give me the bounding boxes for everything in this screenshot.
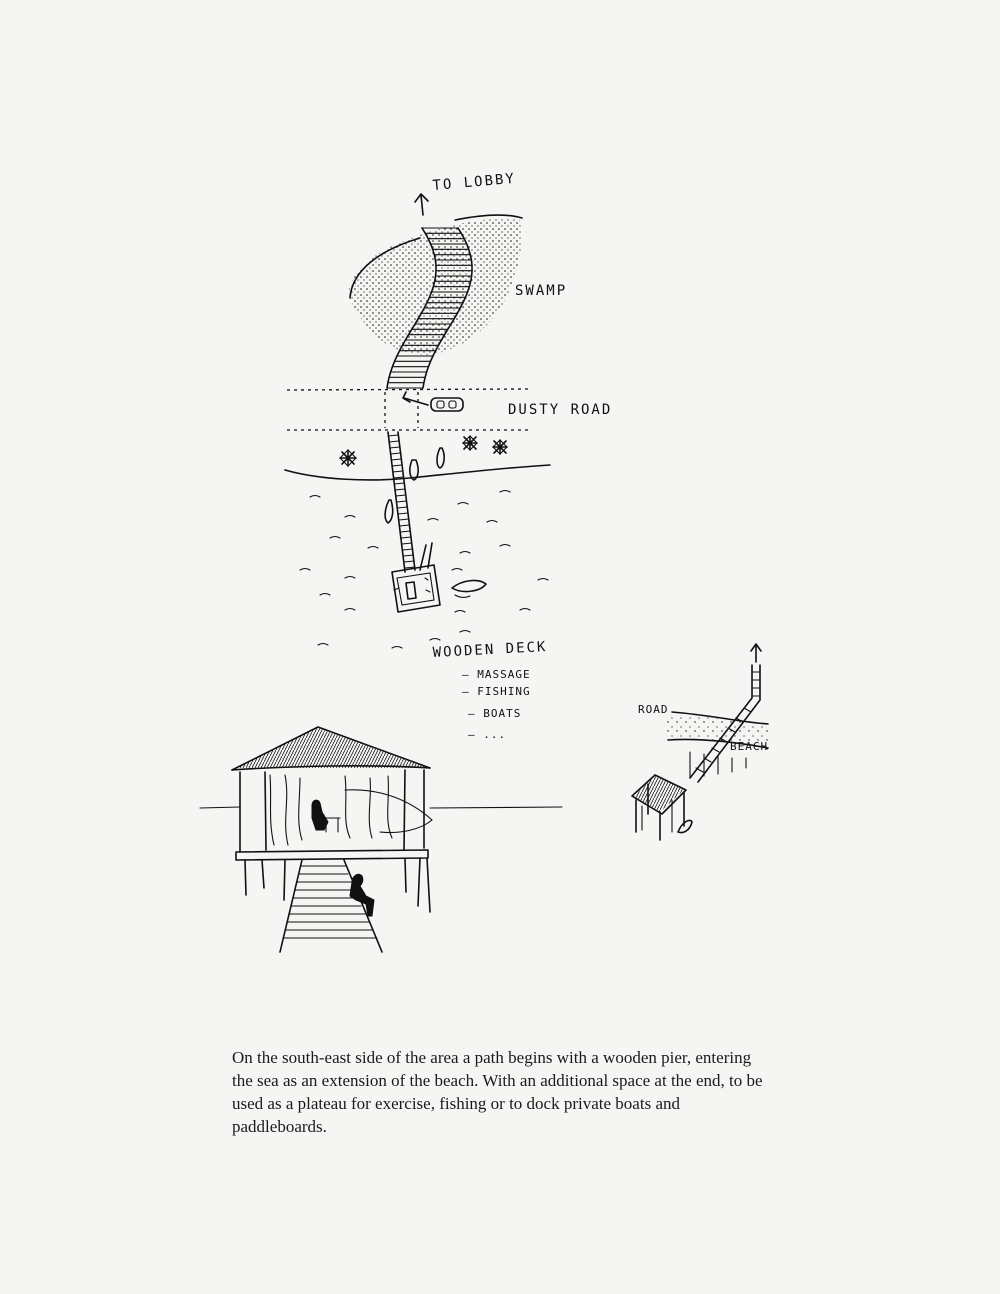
list-item-massage: – MASSAGE <box>462 668 531 681</box>
wave-mark <box>392 647 402 649</box>
swamp-area <box>349 215 522 355</box>
wave-mark <box>538 579 548 581</box>
wave-mark <box>500 545 510 547</box>
pier-plank <box>400 531 410 532</box>
pier-plank <box>400 525 410 526</box>
pier-plank <box>394 483 404 484</box>
wooden-deck-platform <box>392 543 440 612</box>
dusty-road <box>287 389 530 430</box>
pier-plank <box>389 441 399 442</box>
label-to-lobby: TO LOBBY <box>431 170 517 194</box>
moored-boat-icon <box>452 581 486 598</box>
wave-mark <box>520 609 530 611</box>
beach-umbrella-icon <box>340 450 356 466</box>
mini-boat-icon <box>678 820 692 832</box>
pier-plank <box>395 489 405 490</box>
sea-waves <box>300 491 548 649</box>
wave-mark <box>300 569 310 571</box>
label-beach: BEACH <box>730 740 769 753</box>
pier-plank <box>391 459 401 460</box>
pier-plank <box>388 435 398 436</box>
wave-mark <box>345 609 355 611</box>
arrow-up-icon <box>751 644 761 662</box>
pier-plank <box>393 477 403 478</box>
pier-plank <box>403 555 413 556</box>
pier-plank <box>396 495 406 496</box>
pier-plank <box>399 519 409 520</box>
car-icon <box>431 398 463 411</box>
wave-mark <box>428 519 438 521</box>
caption-text: On the south-east side of the area a path begins with a wooden pier, entering the sea as an extension of the beach. With an additional space at the end, to be used as a plateau for exercise, fishing or to dock private boats and paddleboards. <box>232 1048 763 1136</box>
beach-umbrella-icon <box>463 436 477 450</box>
pavilion-sketch <box>200 727 562 952</box>
pier-plank <box>390 453 400 454</box>
wave-mark <box>487 521 497 523</box>
wave-mark <box>345 516 355 518</box>
wave-mark <box>368 547 378 549</box>
wave-mark <box>310 496 320 498</box>
wave-mark <box>318 644 328 646</box>
wave-mark <box>458 503 468 505</box>
wave-mark <box>430 639 440 641</box>
pier-plank <box>404 561 414 562</box>
list-item-boats: – BOATS <box>468 707 522 720</box>
wave-mark <box>455 611 465 613</box>
arrow-to-boardwalk-icon <box>403 392 428 405</box>
pier-plank <box>390 447 400 448</box>
wave-mark <box>460 631 470 633</box>
list-item-fishing: – FISHING <box>462 685 531 698</box>
wave-mark <box>345 577 355 579</box>
wave-mark <box>330 537 340 539</box>
pier-plank <box>398 513 408 514</box>
wave-mark <box>452 569 462 571</box>
pier-plank <box>402 543 412 544</box>
wave-mark <box>500 491 510 493</box>
axonometric-sketch <box>632 644 768 840</box>
beach-umbrella-icon <box>493 440 507 454</box>
label-road: ROAD <box>638 703 669 716</box>
pier-plank <box>397 501 407 502</box>
list-item-more: – ... <box>468 728 507 741</box>
wave-mark <box>320 594 330 596</box>
pier-plank <box>393 471 403 472</box>
pier-plank <box>392 465 402 466</box>
pier-plank <box>403 549 413 550</box>
label-wooden-deck: WOODEN DECK <box>432 639 548 661</box>
pier-plank <box>401 537 411 538</box>
pier-plank <box>397 507 407 508</box>
boat-icon <box>437 448 444 468</box>
label-dusty-road: DUSTY ROAD <box>508 402 613 418</box>
boat-icon <box>385 500 393 523</box>
label-swamp: SWAMP <box>515 283 568 299</box>
arrow-to-lobby-icon <box>415 194 428 215</box>
wave-mark <box>460 552 470 554</box>
